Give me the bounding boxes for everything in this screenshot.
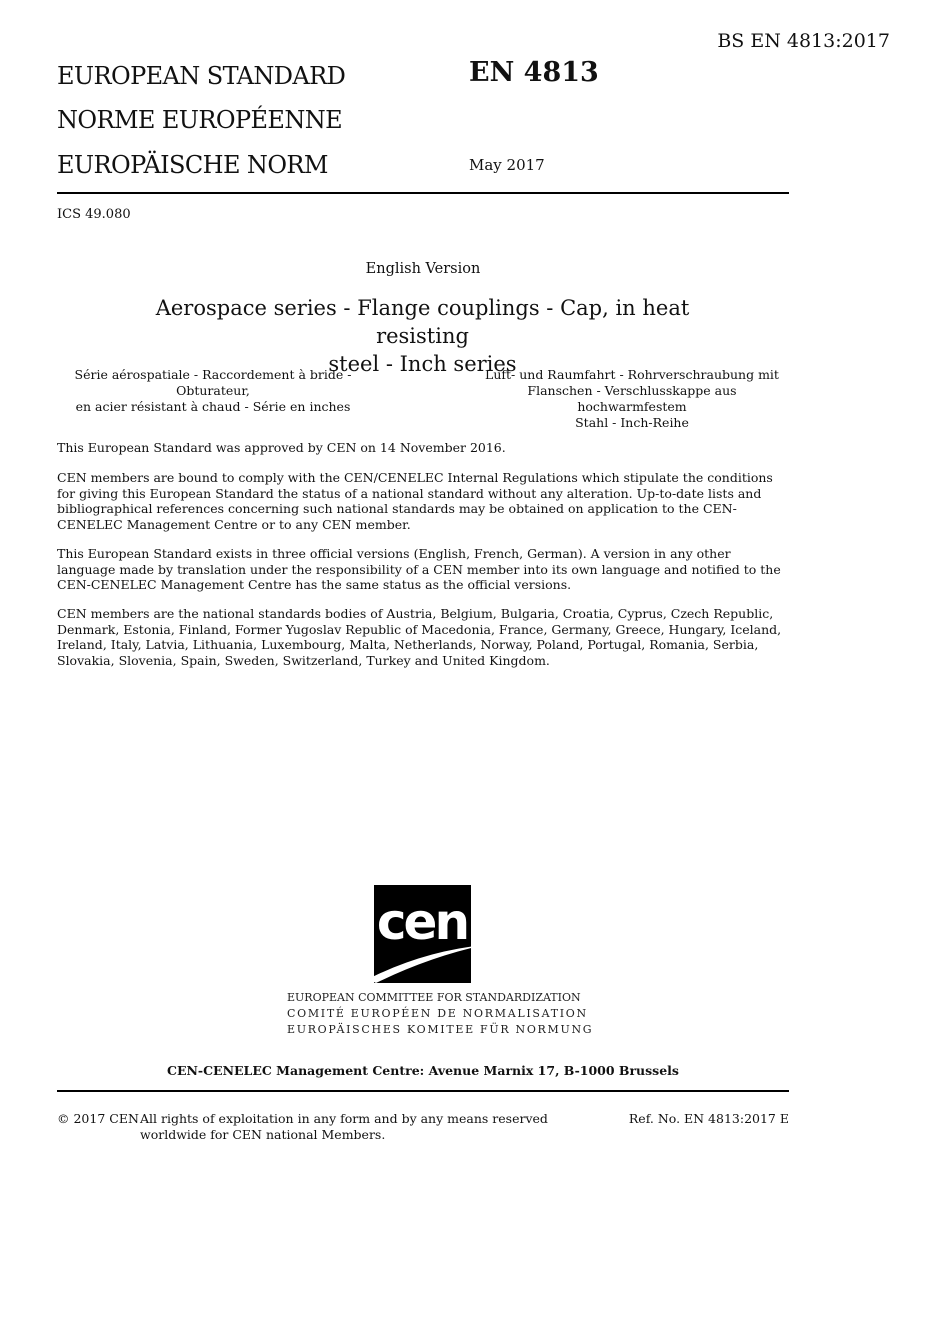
- rights-statement: [140, 1111, 548, 1142]
- standard-number: EN 4813: [469, 57, 599, 88]
- standard-title-en: EUROPEAN STANDARD: [57, 62, 346, 90]
- document-title: [110, 294, 735, 378]
- version-label: English Version: [365, 261, 481, 277]
- copyright: © 2017 CEN: [57, 1111, 139, 1126]
- reference-number: Ref. No. EN 4813:2017 E: [628, 1111, 789, 1126]
- french-title-line-2: en acier résistant à chaud - Série en inches: [75, 399, 351, 414]
- management-centre: CEN-CENELEC Management Centre: Avenue Marnix 17, B-1000 Brussels: [167, 1063, 679, 1078]
- members-paragraph: CEN members are the national standards bodies of Austria, Belgium, Bulgaria, Croatia, Cyprus, Czech Republic, Denmark, Estonia, Finland, Former Yugoslav Republic of Macedonia, France, Germany, Greece, Hungary, Iceland, Ireland, Italy, Latvia, Lithuania, Luxembourg, Malta, Netherlands, Norway, Poland, Portugal, Romania, Serbia, Slovakia, Slovenia, Spain, Sweden, Switzerland, Turkey and United Kingdom.: [57, 606, 782, 668]
- rights-line-1: All rights of exploitation in any form and by any means reserved: [140, 1111, 548, 1126]
- compliance-paragraph: CEN members are bound to comply with the CEN/CENELEC Internal Regulations which stipulate the conditions for giving this European Standard the status of a national standard without any alteration. Up-to-date lists and bibliographical references concerning such national standards may be obtained on application to the CEN-CENELEC Management Centre or to any CEN member.: [57, 470, 773, 532]
- french-title-line-1: Série aérospatiale - Raccordement à bride - Obturateur,: [74, 367, 352, 398]
- german-title-line-3: Stahl - Inch-Reihe: [575, 415, 689, 430]
- cen-logo-icon: [374, 885, 484, 985]
- publication-date: May 2017: [469, 156, 545, 174]
- logo-wordmark: cen: [376, 893, 468, 951]
- rights-line-2: worldwide for CEN national Members.: [140, 1126, 386, 1142]
- german-title-line-1: Luft- und Raumfahrt - Rohrverschraubung mit: [485, 367, 779, 382]
- footer-divider: [57, 1090, 789, 1092]
- french-title: [57, 367, 369, 415]
- document-title-line-2: steel - Inch series: [328, 352, 517, 376]
- standard-title-fr: NORME EUROPÉENNE: [57, 106, 343, 134]
- standard-title-de: EUROPÄISCHE NORM: [57, 151, 328, 179]
- committee-name-de: EUROPÄISCHES KOMITEE FÜR NORMUNG: [287, 1023, 594, 1036]
- ics-code: ICS 49.080: [57, 207, 131, 222]
- german-title: [475, 367, 789, 431]
- german-title-line-2: Flanschen - Verschlusskappe aus hochwarmfestem: [527, 383, 737, 414]
- header-divider: [57, 192, 789, 194]
- document-reference: BS EN 4813:2017: [717, 30, 890, 52]
- approval-paragraph: This European Standard was approved by CEN on 14 November 2016.: [57, 440, 506, 455]
- committee-name-en: EUROPEAN COMMITTEE FOR STANDARDIZATION: [287, 991, 581, 1004]
- committee-name-fr: COMITÉ EUROPÉEN DE NORMALISATION: [287, 1007, 588, 1020]
- versions-paragraph: This European Standard exists in three official versions (English, French, German). A version in any other language made by translation under the responsibility of a CEN member into its own language and notified to the CEN-CENELEC Management Centre has the same status as the official versions.: [57, 546, 781, 593]
- document-title-line-1: Aerospace series - Flange couplings - Cap, in heat resisting: [155, 296, 690, 348]
